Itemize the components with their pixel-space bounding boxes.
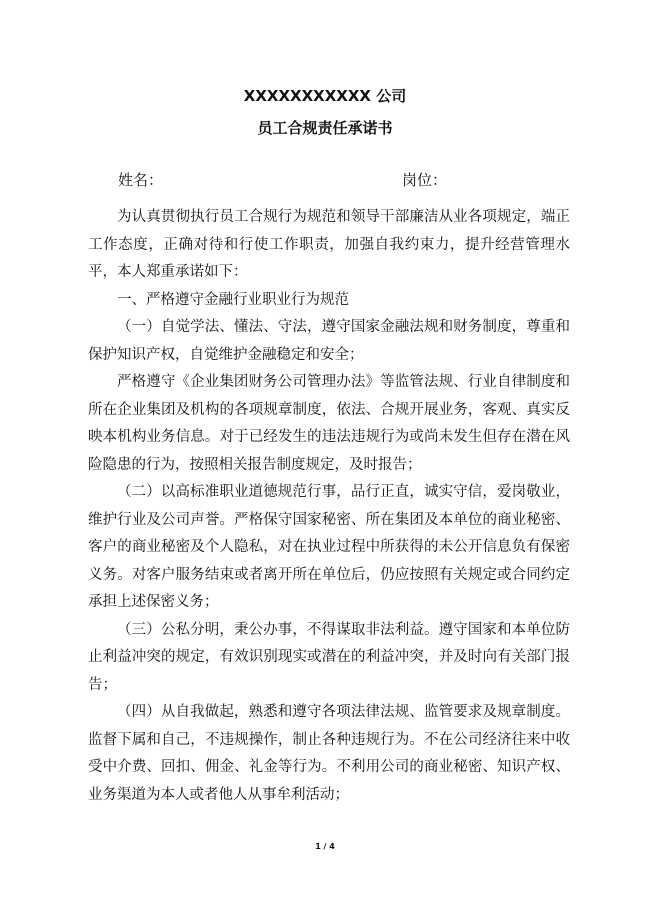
position-field-label: 岗位：	[402, 171, 448, 189]
clause-paragraph: （一）自觉学法、懂法、守法，遵守国家金融法规和财务制度，尊重和保护知识产权，自觉维护金融稳定和安全；	[88, 319, 570, 363]
document-body	[88, 204, 570, 809]
clause-paragraph: （三）公私分明，秉公办事，不得谋取非法利益。遵守国家和本单位防止利益冲突的规定，有效识别现实或潜在的利益冲突，并及时向有关部门报告；	[88, 621, 570, 693]
clause-paragraph: （四）从自我做起，熟悉和遵守各项法律法规、监管要求及规章制度。监督下属和自己，不违规操作，制止各种违规行为。不在公司经济往来中收受中介费、回扣、佣金、礼金等行为。不利用公司的商业秘密、知识产权、业务渠道为本人或者他人从事牟利活动；	[88, 704, 570, 803]
section-heading: 一、严格遵守金融行业职业行为规范	[117, 291, 349, 308]
clause-paragraph: （二）以高标准职业道德规范行事，品行正直，诚实守信，爱岗敬业，维护行业及公司声誉。严格保守国家秘密、所在集团及本单位的商业秘密、客户的商业秘密及个人隐私，对在执业过程中所获得的未公开信息负有保密义务。对客户服务结束或者离开所在单位后，仍应按照有关规定或合同约定承担上述保密义务；	[88, 484, 570, 610]
company-name: XXXXXXXXXXX 公司	[243, 87, 407, 105]
clause-paragraph: 严格遵守《企业集团财务公司管理办法》等监管法规、行业自律制度和所在企业集团及机构的各项规章制度，依法、合规开展业务，客观、真实反映本机构业务信息。对于已经发生的违法违规行为或尚未发生但存在潜在风险隐患的行为，按照相关报告制度规定，及时报告；	[88, 374, 570, 473]
intro-paragraph: 为认真贯彻执行员工合规行为规范和领导干部廉洁从业各项规定，端正工作态度，正确对待和行使工作职责，加强自我约束力，提升经营管理水平，本人郑重承诺如下：	[88, 209, 570, 280]
name-field-label: 姓名：	[118, 171, 164, 189]
page-indicator: 1 / 4	[315, 842, 335, 851]
document-title: 员工合规责任承诺书	[257, 119, 393, 137]
